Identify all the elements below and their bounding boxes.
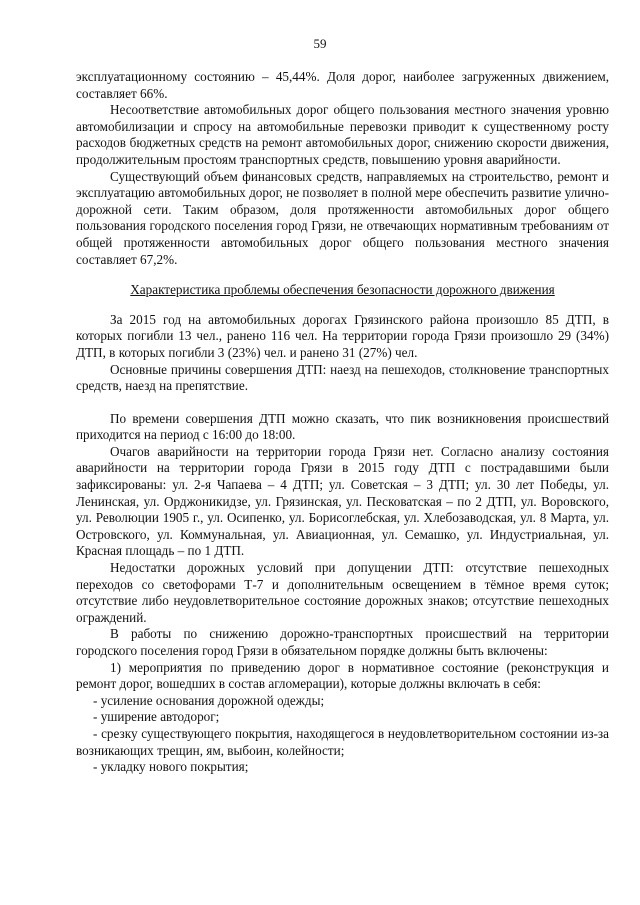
paragraph: Основные причины совершения ДТП: наезд на пешеходов, столкновение транспортных средств, наезд на препятствие. — [76, 361, 609, 394]
paragraph: За 2015 год на автомобильных дорогах Грязинского района произошло 85 ДТП, в которых погибли 13 чел., ранено 116 чел. На территории города Грязи произошло 29 (34%) ДТП, в которых погибли 3 (23%) чел. и ранено 31 (27%) чел. — [76, 311, 609, 360]
paragraph: Очагов аварийности на территории города Грязи нет. Согласно анализу состояния аварийности на территории города Грязи в 2015 году ДТП с пострадавшими были зафиксированы: ул. 2-я Чапаева – 4 ДТП; ул. Советская – 3 ДТП; ул. 30 лет Победы, ул. Ленинская, ул. Орджоникидзе, ул. Грязинская, ул. Песковатская – по 2 ДТП, ул. Воровского, ул. Революции 1905 г., ул. Осипенко, ул. Борисоглебская, ул. Хлебозаводская, ул. 8 Марта, ул. Островского, ул. Коммунальная, ул. Авиационная, ул. Семашко, ул. Индустриальная, ул. Красная площадь – по 1 ДТП. — [76, 443, 609, 559]
list-item: - уширение автодорог; — [93, 709, 220, 725]
paragraph-continuation: эксплуатационному состоянию – 45,44%. Доля дорог, наиболее загруженных движением, составляет 66%. — [76, 69, 609, 101]
document-body — [76, 69, 609, 776]
paragraph: Существующий объем финансовых средств, направляемых на строительство, ремонт и эксплуатацию автомобильных дорог, не позволяет в полной мере обеспечить развитие улично-дорожной сети. Таким образом, доля протяженности автомобильных дорог общего пользования городского поселения город Грязи, не отвечающих нормативным требованиям от общей протяженности автомобильных дорог общего пользования местного значения составляет 67,2%. — [76, 168, 609, 267]
section-heading: Характеристика проблемы обеспечения безопасности дорожного движения — [130, 282, 555, 298]
list-item: - срезку существующего покрытия, находящегося в неудовлетворительном состоянии из-за возникающих трещин, ям, выбоин, колейности; — [76, 725, 609, 758]
list-item: - усиление основания дорожной одежды; — [93, 692, 325, 708]
list-item: - укладку нового покрытия; — [93, 759, 249, 775]
list-intro: 1) мероприятия по приведению дорог в нормативное состояние (реконструкция и ремонт дорог, вошедших в состав агломерации), которые должны включать в себя: — [76, 659, 609, 692]
paragraph: Недостатки дорожных условий при допущении ДТП: отсутствие пешеходных переходов со светофорами Т-7 и дополнительным освещением в тёмное время суток; отсутствие либо неудовлетворительное состояние дорожных знаков; отсутствие пешеходных ограждений. — [76, 560, 609, 625]
paragraph: По времени совершения ДТП можно сказать, что пик возникновения происшествий приходится на период с 16:00 до 18:00. — [76, 410, 609, 443]
paragraph: Несоответствие автомобильных дорог общего пользования местного значения уровню автомобилизации и спросу на автомобильные перевозки приводит к существенному росту расходов бюджетных средств на ремонт автомобильных дорог, снижению скорости движения, продолжительным простоям транспортных средств, повышению уровня аварийности. — [76, 102, 609, 167]
page-number: 59 — [313, 36, 327, 51]
paragraph: В работы по снижению дорожно-транспортных происшествий на территории городского поселения город Грязи в обязательном порядке должны быть включены: — [76, 626, 609, 658]
